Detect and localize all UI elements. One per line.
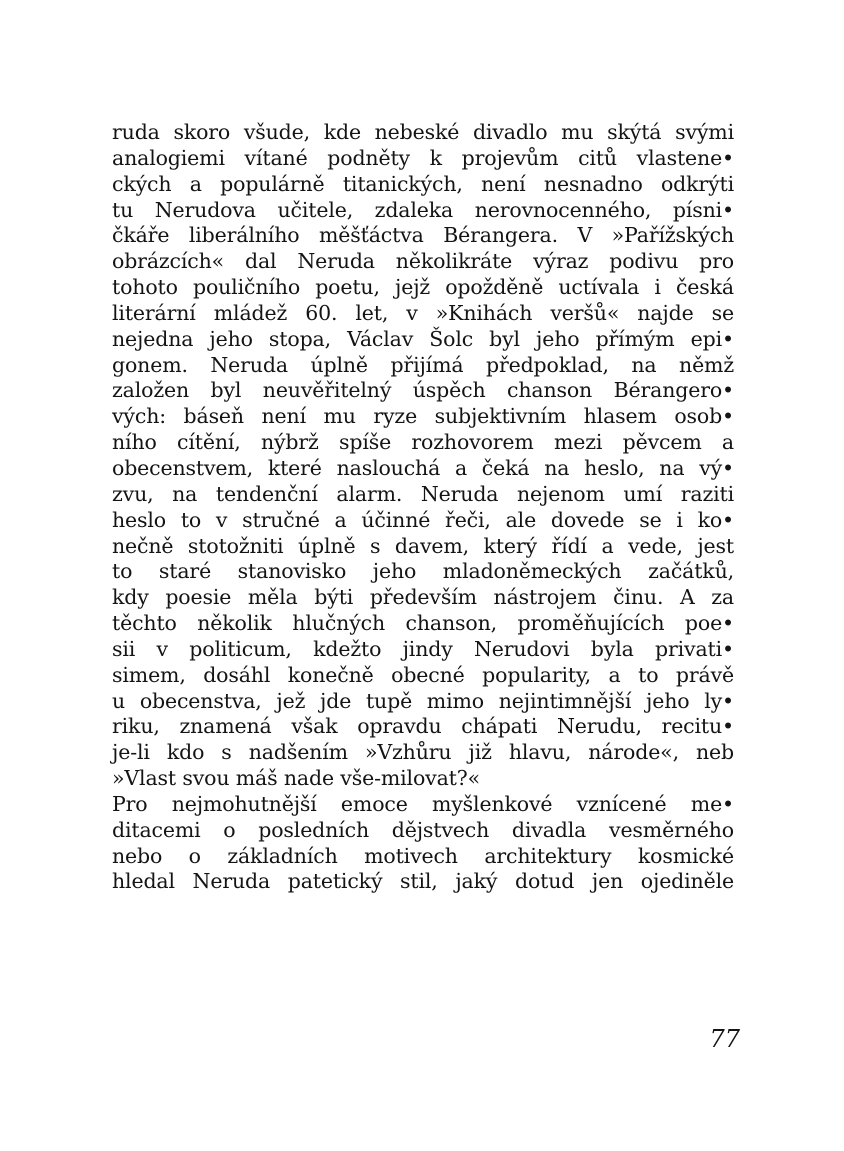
text-line: heslo to v stručné a účinné řeči, ale dovede se i ko• — [112, 507, 734, 532]
text-line: je-li kdo s nadšením »Vzhůru již hlavu, národe«, neb — [112, 740, 734, 765]
text-line: u obecenstva, jež jde tupě mimo nejintimnější jeho ly• — [112, 688, 734, 713]
text-line: »Vlast svou máš nade vše-milovat?« — [112, 766, 480, 791]
text-line: nečně stotožniti úplně s davem, který řídí a vede, jest — [112, 533, 734, 558]
text-line: simem, dosáhl konečně obecné popularity, a to právě — [112, 662, 734, 687]
text-line: hledal Neruda patetický stil, jaký dotud jen ojediněle — [112, 869, 734, 894]
text-line: těchto několik hlučných chanson, proměňujících poe• — [112, 611, 734, 636]
text-line: vých: báseň není mu ryze subjektivním hlasem osob• — [112, 404, 734, 429]
text-line: nebo o základních motivech architektury kosmické — [112, 843, 734, 868]
text-line: obrázcích« dal Neruda několikráte výraz podivu pro — [112, 249, 734, 274]
text-line: riku, znamená však opravdu chápati Nerudu, recitu• — [112, 714, 734, 739]
text-line: ního cítění, nýbrž spíše rozhovorem mezi pěvcem a — [112, 430, 734, 455]
text-line: nejedna jeho stopa, Václav Šolc byl jeho přímým epi• — [112, 326, 734, 351]
text-line: tohoto pouličního poetu, jejž opožděně uctívala i česká — [112, 275, 734, 300]
text-line: sii v politicum, kdežto jindy Nerudovi byla privati• — [112, 636, 734, 661]
page-number: 77 — [709, 1025, 740, 1053]
text-line: to staré stanovisko jeho mladoněmeckých začátků, — [112, 559, 734, 584]
text-line: obecenstvem, které naslouchá a čeká na heslo, na vý• — [112, 455, 734, 480]
text-line: gonem. Neruda úplně přijímá předpoklad, na němž — [112, 352, 734, 377]
text-line: čkáře liberálního měšťáctva Bérangera. V »Pařížských — [112, 223, 734, 248]
text-line: zvu, na tendenční alarm. Neruda nejenom umí raziti — [112, 481, 734, 506]
text-line: Pro nejmohutnější emoce myšlenkové vznícené me• — [112, 791, 734, 816]
text-line: tu Nerudova učitele, zdaleka nerovnocenného, písni• — [112, 197, 734, 222]
text-line: analogiemi vítané podněty k projevům citů vlastene• — [112, 145, 734, 170]
body-text — [112, 120, 734, 895]
text-line: ditacemi o posledních dějstvech divadla vesměrného — [112, 817, 734, 842]
text-line: ckých a populárně titanických, není nesnadno odkrýti — [112, 171, 734, 196]
text-line: založen byl neuvěřitelný úspěch chanson Bérangero• — [112, 378, 734, 403]
text-line: ruda skoro všude, kde nebeské divadlo mu skýtá svými — [112, 120, 734, 144]
text-line: kdy poesie měla býti především nástrojem činu. A za — [112, 585, 734, 610]
text-line: literární mládež 60. let, v »Knihách veršů« najde se — [112, 300, 734, 325]
